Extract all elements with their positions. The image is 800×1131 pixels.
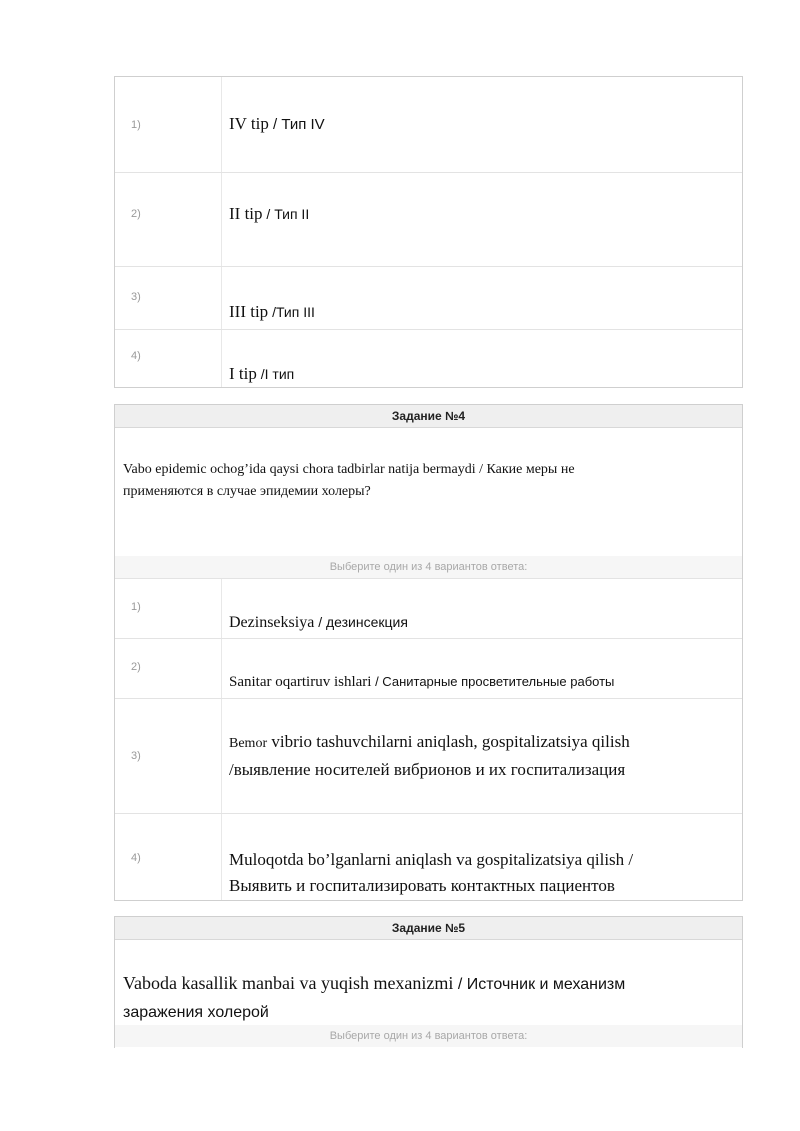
option-text-ru: / Санитарные просветительные работы [371,674,615,689]
option-line [229,729,722,757]
option-number: 3) [131,291,141,303]
answer-option-4[interactable] [115,329,742,389]
option-number: 4) [131,350,141,362]
task-header: Задание №4 [115,405,742,428]
option-text-uz: vibrio tashuvchilarni aniqlash, gospitalizatsiya qilish [267,732,630,751]
option-text [229,201,722,228]
question-line: заражения холерой [123,1004,269,1021]
question-text-ru: / Источник и механизм [453,976,626,993]
option-text-ru: /I тип [256,366,295,382]
option-text-uz: III tip [229,302,269,321]
task-3-options-table [114,76,743,388]
question-line [123,969,722,999]
answer-option-4[interactable] [115,813,742,902]
option-text-ru: /Тип III [268,304,315,320]
option-text-uz: IV tip [229,114,269,133]
question-text [123,459,722,503]
option-text [229,361,722,388]
answer-option-2[interactable] [115,638,742,698]
option-number: 4) [131,852,141,864]
option-text-ru: / Тип IV [268,116,325,133]
option-text-uz: I tip [229,364,257,383]
option-line: /выявление носителей вибрионов и их госпитализация [229,760,626,779]
answer-option-3[interactable] [115,266,742,329]
answer-option-2[interactable] [115,172,742,266]
option-number: 1) [131,601,141,613]
option-line: Выявить и госпитализировать контактных пациентов [229,876,615,895]
option-number: 2) [131,208,141,220]
option-line: Muloqotda bo’lganlarni aniqlash va gospitalizatsiya qilish / [229,850,634,869]
option-text [229,609,722,636]
task-header: Задание №5 [115,917,742,940]
answer-option-1[interactable] [115,578,742,638]
answer-instruction: Выберите один из 4 вариантов ответа: [115,1025,742,1047]
question-line: применяются в случае эпидемии холеры? [123,484,371,499]
option-text [229,111,722,138]
option-text [229,729,722,783]
option-text [229,299,722,326]
answer-option-1[interactable] [115,77,742,172]
option-text-ru: / Тип II [262,206,310,222]
option-text [229,669,722,695]
task-4-block [114,404,743,901]
answer-option-3[interactable] [115,698,742,813]
option-number: 3) [131,750,141,762]
option-text-lead: Bemor [229,736,268,751]
option-text-ru: / дезинсекция [314,614,408,630]
question-text-uz: Vaboda kasallik manbai va yuqish mexanizmi [123,973,454,993]
option-text [229,847,722,899]
option-text-uz: Dezinseksiya [229,614,315,631]
question-line: Vabo epidemic ochog’ida qaysi chora tadbirlar natija bermaydi / Какие меры не [123,462,575,477]
option-text-uz: II tip [229,204,263,223]
option-number: 1) [131,119,141,131]
answer-instruction: Выберите один из 4 вариантов ответа: [115,556,742,578]
option-number: 2) [131,661,141,673]
task-5-block [114,916,743,1048]
question-text [123,969,722,1027]
option-text-uz: Sanitar oqartiruv ishlari [229,674,372,690]
